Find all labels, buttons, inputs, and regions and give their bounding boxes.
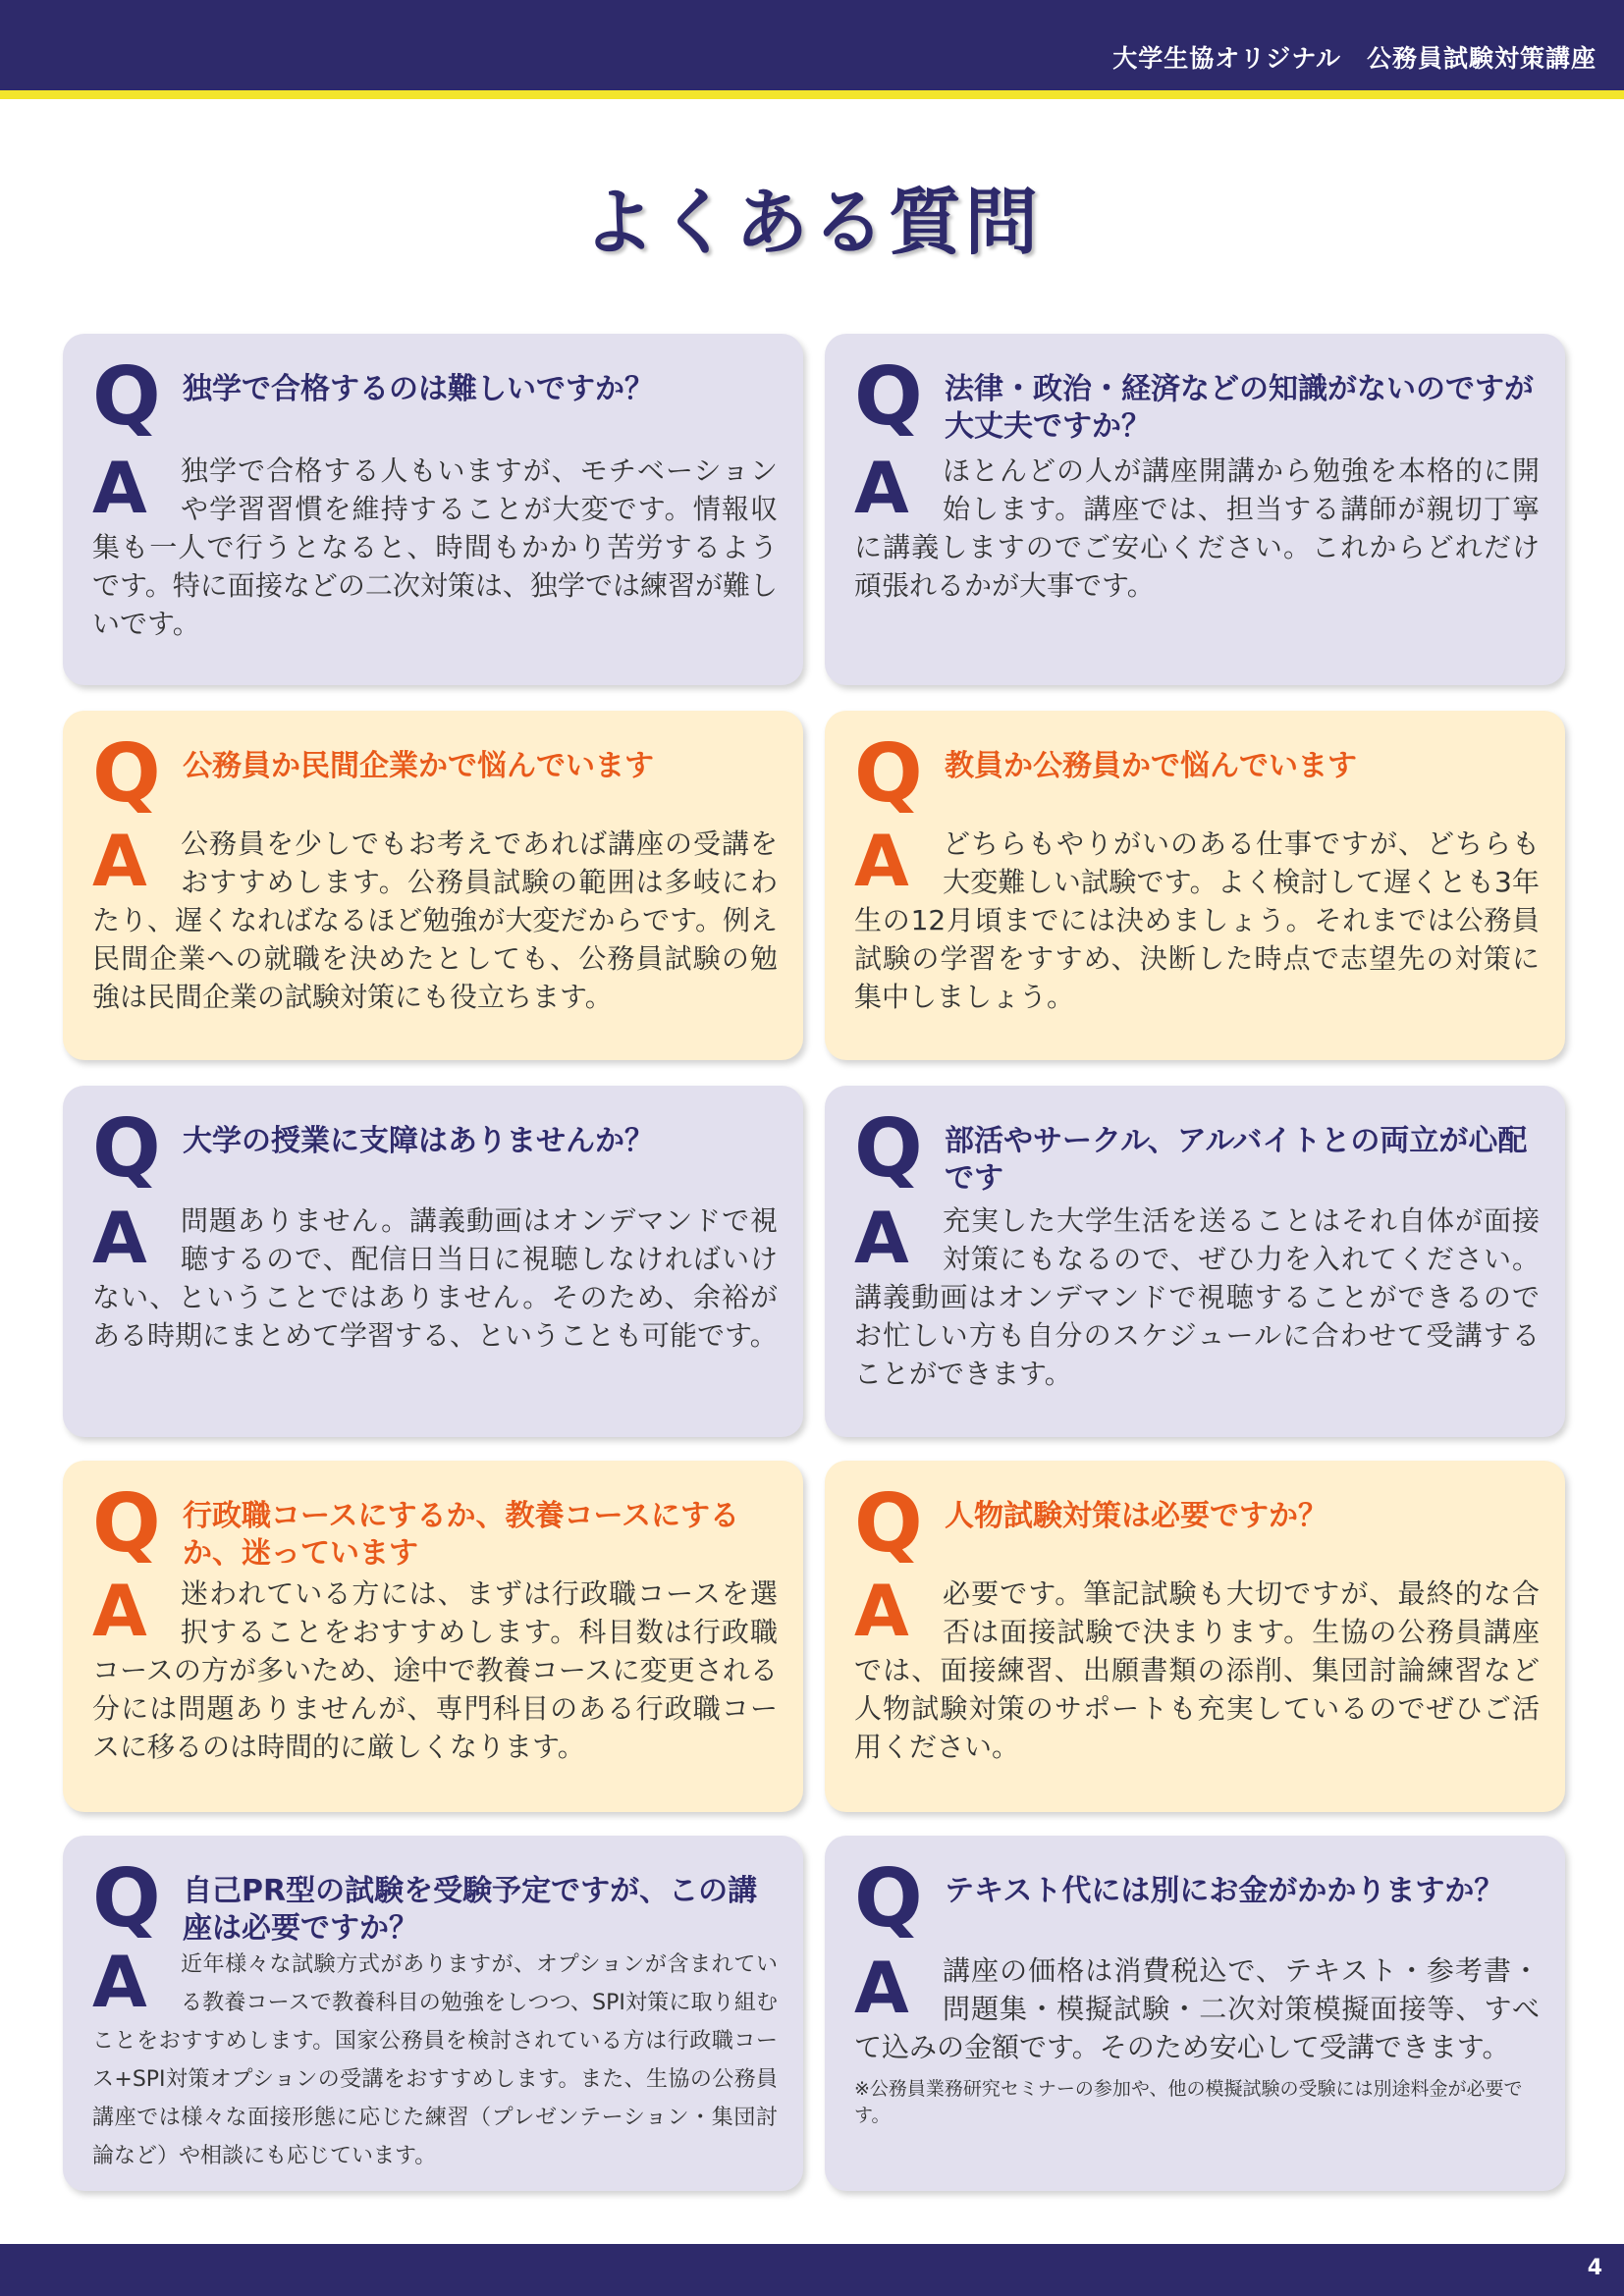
a-mark-icon: A xyxy=(92,1941,147,2023)
q-mark-icon: Q xyxy=(854,1102,923,1196)
answer-block xyxy=(854,447,1540,605)
q-mark-icon: Q xyxy=(854,350,923,444)
faq-card-5 xyxy=(63,1086,803,1437)
answer-text: どちらもやりがいのある仕事ですが、どちらも大変難しい試験です。よく検討して遅くとも3年生の12月頃までには決めましょう。それまでは公務員試験の学習をすすめ、決断した時点で志望先の対策に集中しましょう。 xyxy=(854,828,1540,1013)
answer-text: 公務員を少しでもお考えであれば講座の受講をおすすめします。公務員試験の範囲は多岐にわたり、遅くなればなるほど勉強が大変だからです。例え民間企業への就職を決めたとしても、公務員試験の勉強は民間企業の試験対策にも役立ちます。 xyxy=(92,828,778,1013)
q-mark-icon: Q xyxy=(92,1852,161,1946)
question-text: 自己PR型の試験を受験予定ですが、この講座は必要ですか？ xyxy=(183,1874,758,1946)
faq-card-2 xyxy=(825,334,1565,685)
faq-card-1 xyxy=(63,334,803,685)
faq-card-10 xyxy=(825,1836,1565,2191)
a-mark-icon: A xyxy=(92,1197,147,1279)
answer-block xyxy=(92,1941,778,2175)
q-mark-icon: Q xyxy=(92,1102,161,1196)
answer-text: 必要です。筆記試験も大切ですが、最終的な合否は面接試験で決まります。生協の公務員講座では、面接練習、出願書類の添削、集団討論練習など人物試験対策のサポートも充実しているのでぜひご活用ください。 xyxy=(854,1577,1540,1763)
question-row xyxy=(92,1477,782,1571)
question-text: 行政職コースにするか、教養コースにするか、迷っています xyxy=(183,1499,739,1571)
faq-card-7 xyxy=(63,1461,803,1812)
question-text: 人物試験対策は必要ですか？ xyxy=(945,1499,1327,1533)
answer-block xyxy=(92,447,778,643)
faq-card-9 xyxy=(63,1836,803,2191)
faq-card-4 xyxy=(825,711,1565,1060)
answer-text: 迷われている方には、まずは行政職コースを選択することをおすすめします。科目数は行政職コースの方が多いため、途中で教養コースに変更される分には問題ありませんが、専門科目のある行政職コースに移るのは時間的に厳しくなります。 xyxy=(92,1577,778,1763)
answer-text: 講座の価格は消費税込で、テキスト・参考書・問題集・模擬試験・二次対策模擬面接等、すべて込みの金額です。そのため安心して受講できます。 xyxy=(854,1954,1540,2063)
q-mark-icon: Q xyxy=(854,1477,923,1571)
q-mark-icon: Q xyxy=(854,727,923,821)
answer-block xyxy=(854,1947,1540,2129)
question-text: 法律・政治・経済などの知識がないのですが大丈夫ですか？ xyxy=(945,372,1534,444)
question-text: 公務員か民間企業かで悩んでいます xyxy=(183,749,654,783)
answer-block xyxy=(92,1197,778,1355)
a-mark-icon: A xyxy=(854,820,909,902)
answer-text: 独学で合格する人もいますが、モチベーションや学習習慣を維持することが大変です。情報収集も一人で行うとなると、時間もかかり苦労するようです。特に面接などの二次対策は、独学では練習が難しいです。 xyxy=(92,454,778,640)
answer-text: 充実した大学生活を送ることはそれ自体が面接対策にもなるので、ぜひ力を入れてください。講義動画はオンデマンドで視聴することができるのでお忙しい方も自分のスケジュールに合わせて受講することができます。 xyxy=(854,1204,1540,1390)
answer-text: 近年様々な試験方式がありますが、オプションが含まれている教養コースで教養科目の勉強をしつつ、SPI対策に取り組むことをおすすめします。国家公務員を検討されている方は行政職コース+SPI対策オプションの受講をおすすめします。また、生協の公務員講座では様々な面接形態に応じた練習（プレゼンテーション・集団討論など）や相談にも応じています。 xyxy=(92,1952,778,2168)
question-row xyxy=(92,1102,782,1196)
header-title: 大学生協オリジナル 公務員試験対策講座 xyxy=(1112,44,1597,73)
question-row xyxy=(92,350,782,444)
answer-text: ほとんどの人が講座開講から勉強を本格的に開始します。講座では、担当する講師が親切丁寧に講義しますのでご安心ください。これからどれだけ頑張れるかが大事です。 xyxy=(854,454,1540,602)
faq-card-6 xyxy=(825,1086,1565,1437)
footer-bar xyxy=(0,2244,1624,2296)
answer-block xyxy=(854,1197,1540,1393)
header-bar xyxy=(0,0,1624,99)
a-mark-icon: A xyxy=(854,1570,909,1652)
answer-block xyxy=(854,820,1540,1016)
answer-text: 問題ありません。講義動画はオンデマンドで視聴するので、配信日当日に視聴しなければいけない、ということではありません。そのため、余裕がある時期にまとめて学習する、ということも可能です。 xyxy=(92,1204,778,1352)
a-mark-icon: A xyxy=(92,1570,147,1652)
a-mark-icon: A xyxy=(854,447,909,529)
question-text: 部活やサークル、アルバイトとの両立が心配です xyxy=(945,1124,1528,1196)
q-mark-icon: Q xyxy=(92,350,161,444)
page-number: 4 xyxy=(1587,2256,1602,2280)
footnote: ※公務員業務研究セミナーの参加や、他の模擬試験の受験には別途料金が必要です。 xyxy=(854,2078,1523,2126)
faq-card-3 xyxy=(63,711,803,1060)
a-mark-icon: A xyxy=(92,820,147,902)
question-text: 独学で合格するのは難しいですか？ xyxy=(183,372,654,406)
page-title: よくある質問 xyxy=(582,181,1042,265)
a-mark-icon: A xyxy=(92,447,147,529)
question-row xyxy=(854,1852,1543,1946)
question-row xyxy=(854,1477,1543,1571)
question-text: 教員か公務員かで悩んでいます xyxy=(945,749,1357,783)
q-mark-icon: Q xyxy=(92,727,161,821)
question-text: テキスト代には別にお金がかかりますか？ xyxy=(945,1874,1504,1908)
q-mark-icon: Q xyxy=(854,1852,923,1946)
answer-block xyxy=(854,1570,1540,1766)
question-text: 大学の授業に支障はありませんか？ xyxy=(183,1124,654,1158)
answer-block xyxy=(92,1570,778,1766)
a-mark-icon: A xyxy=(854,1197,909,1279)
faq-card-8 xyxy=(825,1461,1565,1812)
question-row xyxy=(92,1852,782,1946)
question-row xyxy=(854,1102,1543,1196)
question-row xyxy=(854,350,1543,444)
q-mark-icon: Q xyxy=(92,1477,161,1571)
question-row xyxy=(92,727,782,821)
question-row xyxy=(854,727,1543,821)
answer-block xyxy=(92,820,778,1016)
a-mark-icon: A xyxy=(854,1947,909,2029)
